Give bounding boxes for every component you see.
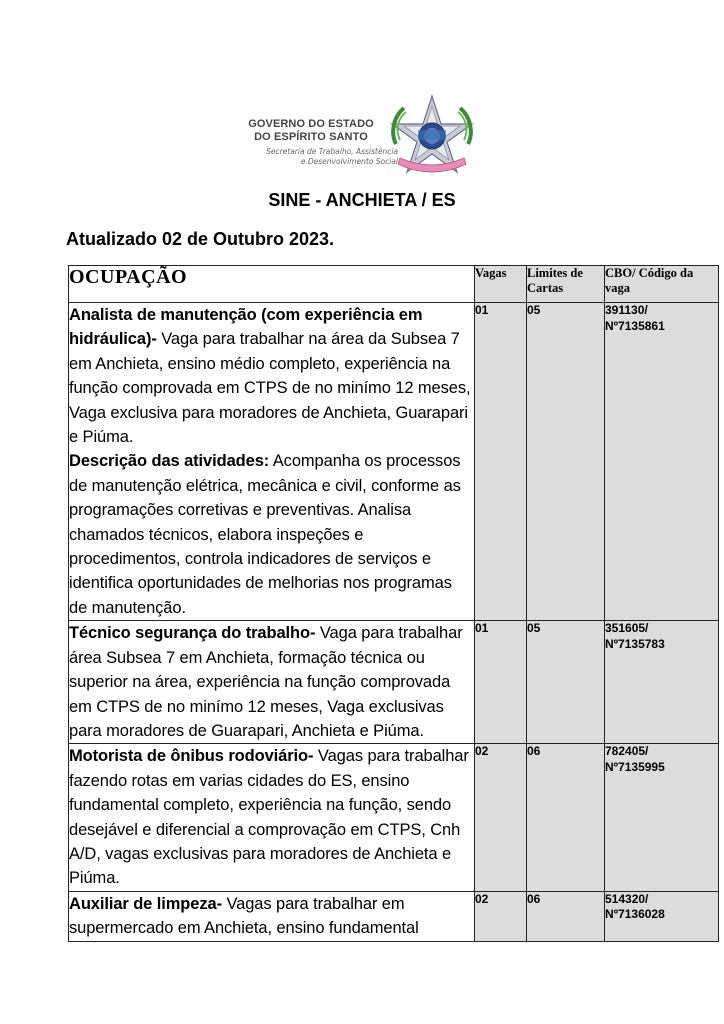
desc-label: Descrição das atividades: xyxy=(69,452,270,471)
job-title: Técnico segurança do trabalho- xyxy=(69,624,316,643)
vagas-cell: 02 xyxy=(475,744,527,891)
table-row xyxy=(69,621,719,744)
table-row xyxy=(69,891,719,941)
page-title: SINE - ANCHIETA / ES xyxy=(268,190,456,210)
job-title: Motorista de ônibus rodoviário- xyxy=(69,747,314,766)
vaga-code: Nº7135995 xyxy=(605,759,665,774)
table-header-row xyxy=(69,266,719,303)
cbo-cell xyxy=(605,303,719,621)
vagas-cell: 02 xyxy=(475,891,527,941)
gov-line-2: DO ESPÍRITO SANTO xyxy=(254,131,368,143)
job-text: Vaga para trabalhar área Subsea 7 em Anchieta, formação técnica ou superior na área, experiência na função comprovada em CTPS de no minímo 12 meses, Vaga exclusivas para moradores de Guarapari, Anchieta e Piúma. xyxy=(69,624,463,740)
cbo-code: 351605/ xyxy=(605,621,649,636)
header-limites: Limites de Cartas xyxy=(527,266,605,303)
state-seal-icon xyxy=(386,94,478,180)
header-occupation: OCUPAÇÃO xyxy=(69,266,475,303)
gov-sub-1: Secretaria de Trabalho, Assistência xyxy=(266,147,398,156)
job-title: Analista de manutenção (com experiência em hidráulica)- xyxy=(69,306,423,349)
occupation-cell xyxy=(69,621,475,744)
occupation-cell xyxy=(69,744,475,891)
header-vagas: Vagas xyxy=(475,266,527,303)
cbo-code: 782405/ xyxy=(605,744,649,759)
job-title: Auxiliar de limpeza- xyxy=(69,894,222,913)
cbo-cell xyxy=(605,621,719,744)
gov-sub-2: e Desenvolvimento Social xyxy=(300,157,398,166)
occupation-cell xyxy=(69,891,475,941)
limites-cell: 05 xyxy=(527,621,605,744)
vaga-code: Nº7135861 xyxy=(605,318,665,333)
job-text: Vagas para trabalhar em supermercado em Anchieta, ensino fundamental xyxy=(69,894,419,938)
government-name xyxy=(246,118,396,167)
vagas-cell: 01 xyxy=(475,621,527,744)
gov-line-1: GOVERNO DO ESTADO xyxy=(248,118,374,130)
header-cbo: CBO/ Código da vaga xyxy=(605,266,719,303)
vaga-code: Nº7135783 xyxy=(605,636,665,651)
updated-date: Atualizado 02 de Outubro 2023. xyxy=(66,229,335,249)
vagas-cell: 01 xyxy=(475,303,527,621)
cbo-cell xyxy=(605,744,719,891)
letterhead xyxy=(0,94,724,180)
cbo-code: 391130/ xyxy=(605,303,648,317)
limites-cell: 06 xyxy=(527,744,605,891)
cbo-cell xyxy=(605,891,719,941)
occupation-cell xyxy=(69,303,475,621)
table-row xyxy=(69,303,719,621)
cbo-code: 514320/ xyxy=(605,891,649,906)
job-text: Vaga para trabalhar na área da Subsea 7 em Anchieta, ensino médio completo, experiência na função comprovada em CTPS de no minímo 12 meses, Vaga exclusiva para moradores de Anchieta, Guarapari e Piúma. xyxy=(69,330,471,447)
vaga-code: Nº7136028 xyxy=(605,907,665,922)
job-text: Vagas para trabalhar fazendo rotas em varias cidades do ES, ensino fundamental completo, experiência na função, sendo desejável e diferencial a comprovação em CTPS, Cnh A/D, vagas exclusivas para moradores de Anchieta e Piúma. xyxy=(69,747,469,888)
limites-cell: 06 xyxy=(527,891,605,941)
table-row xyxy=(69,744,719,891)
jobs-table xyxy=(68,265,719,942)
desc-text: Acompanha os processos de manutenção elétrica, mecânica e civil, conforme as programações corretivas e preventivas. Analisa chamados técnicos, elabora inspeções e procedimentos, controla indicadores de serviços e identifica oportunidades de melhorias nos programas de manutenção. xyxy=(69,452,461,617)
limites-cell: 05 xyxy=(527,303,605,621)
